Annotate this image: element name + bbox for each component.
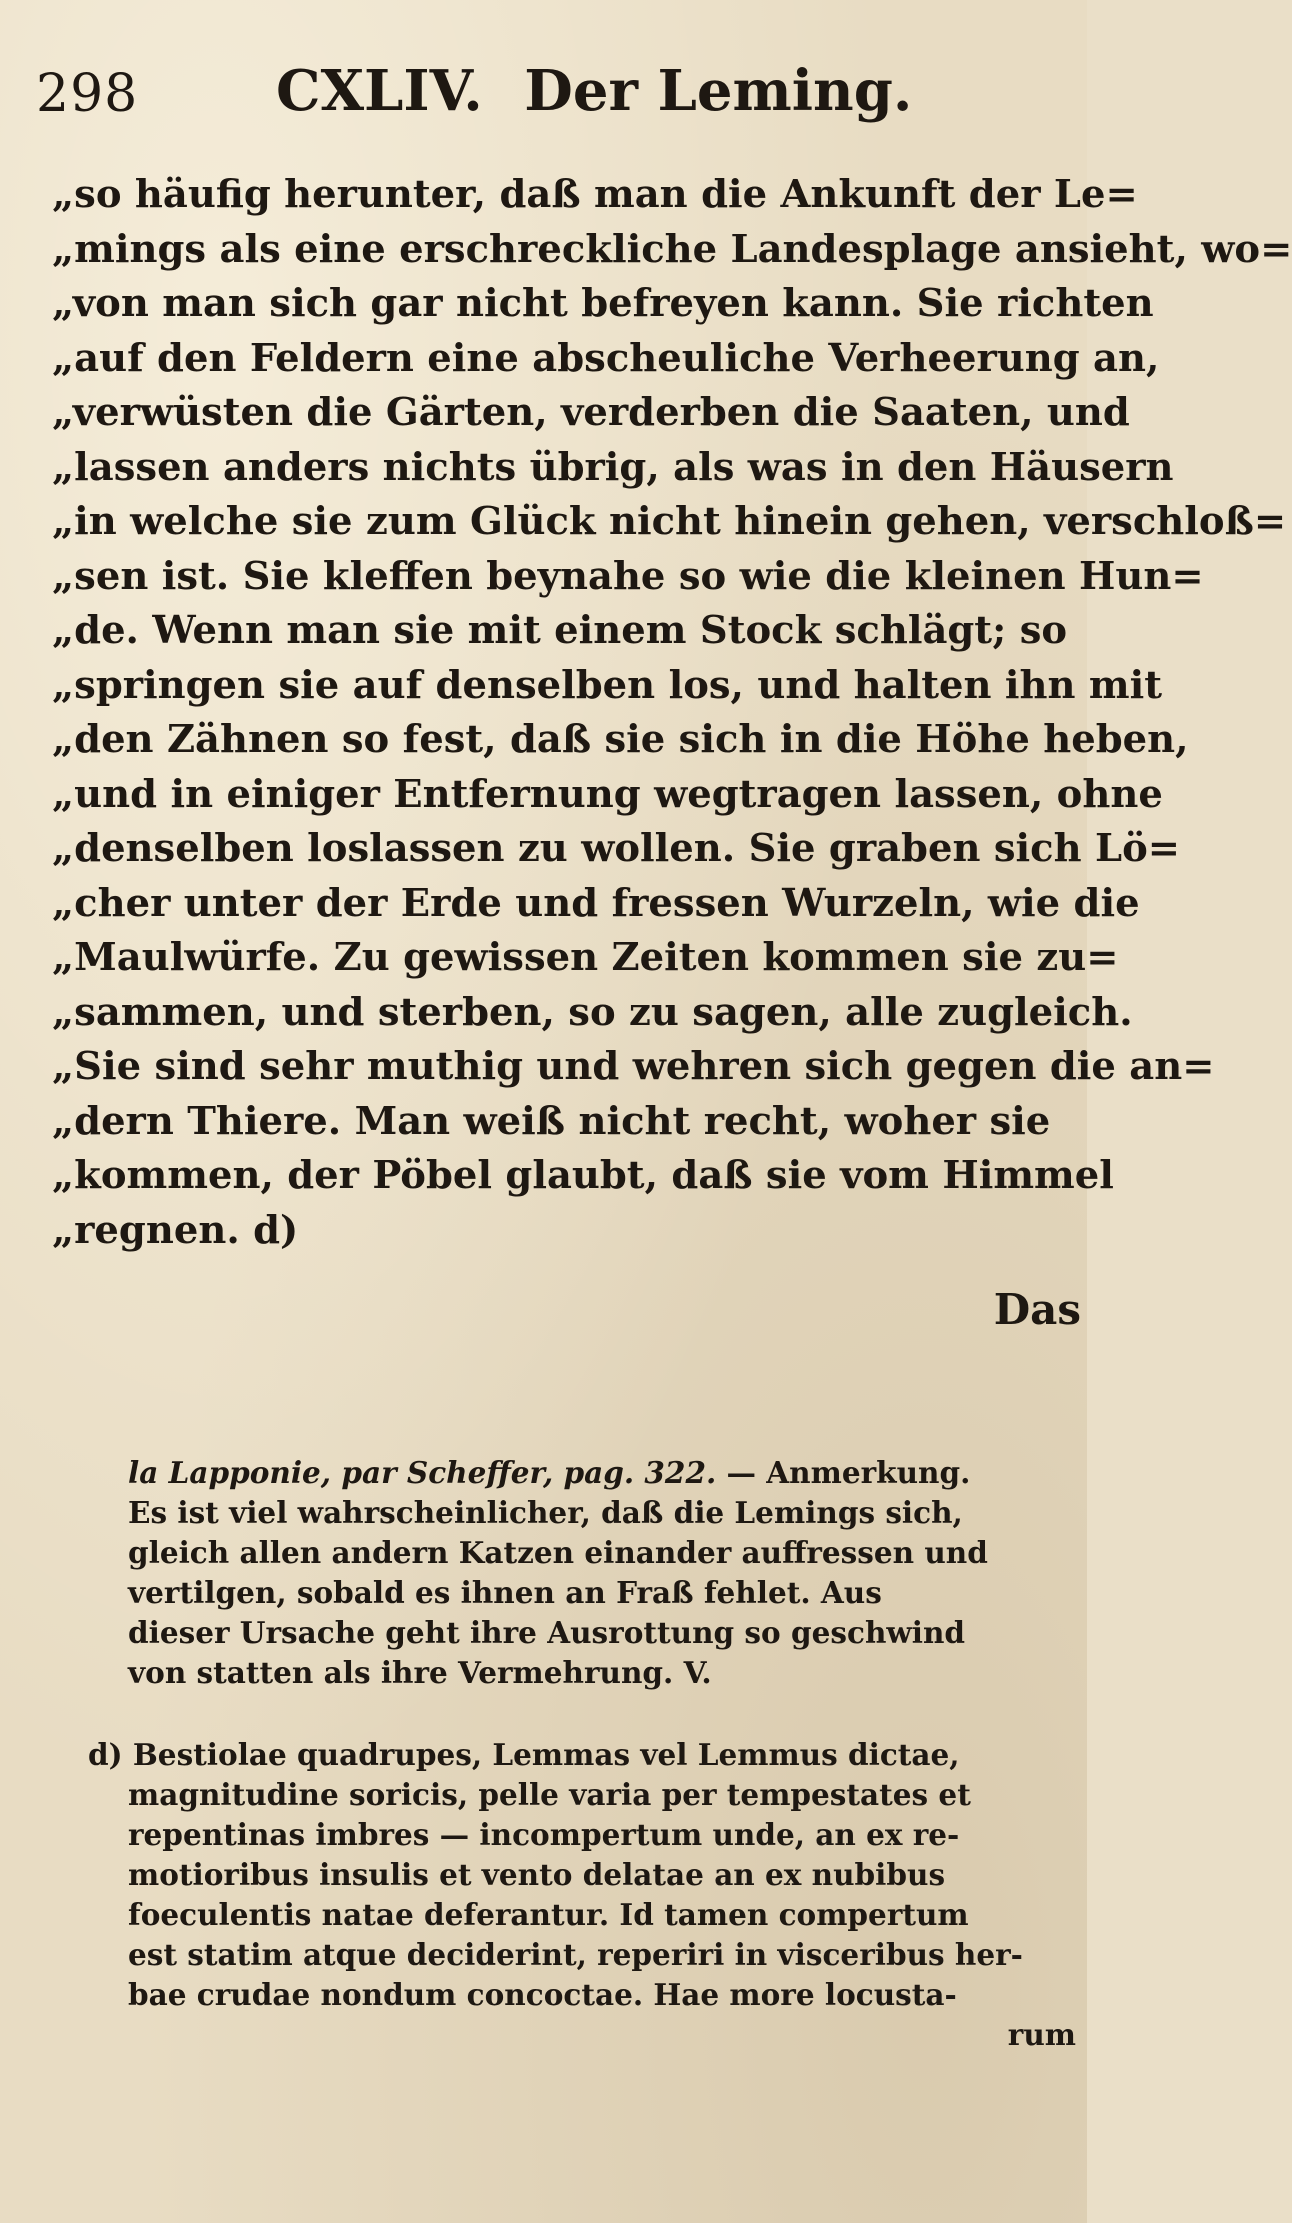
dash: — bbox=[716, 1455, 767, 1490]
footnote-line: bae crudae nondum concoctae. Hae more locusta- bbox=[128, 1977, 957, 2012]
citation: la Lapponie, par Scheffer, pag. 322. bbox=[128, 1455, 717, 1490]
footnote-d bbox=[88, 1735, 1078, 2055]
page-header bbox=[36, 58, 1046, 138]
footnote-line: Es ist viel wahrscheinlicher, daß die Lemings sich, bbox=[128, 1495, 963, 1530]
footnote-first-line: Bestiolae quadrupes, Lemmas vel Lemmus dictae, bbox=[132, 1737, 960, 1772]
footnote-line: magnitudine soricis, pelle varia per tempestates et bbox=[128, 1777, 971, 1812]
footnote-line: vertilgen, sobald es ihnen an Fraß fehlet. Aus bbox=[128, 1575, 882, 1610]
text-line: „sammen, und sterben, so zu sagen, alle zugleich. bbox=[52, 989, 1133, 1035]
chapter-name: Der Leming. bbox=[524, 58, 913, 124]
text-line: „so häufig herunter, daß man die Ankunft der Le= bbox=[52, 172, 1138, 217]
text-line: „auf den Feldern eine abscheuliche Verheerung an, bbox=[52, 335, 1160, 381]
catchword: Das bbox=[993, 1285, 1081, 1334]
page-number: 298 bbox=[36, 64, 139, 124]
footnote-continuation bbox=[128, 1453, 1078, 1693]
footnote-last-word: rum bbox=[1007, 2017, 1076, 2052]
text-line: „de. Wenn man sie mit einem Stock schlägt; so bbox=[52, 608, 1068, 653]
text-line: „mings als eine erschreckliche Landesplage ansieht, wo= bbox=[52, 226, 1292, 272]
text-line: „regnen. d) bbox=[52, 1207, 299, 1253]
text-line: „denselben loslassen zu wollen. Sie graben sich Lö= bbox=[52, 826, 1181, 871]
main-text bbox=[52, 168, 1292, 1258]
chapter-number: CXLIV. bbox=[276, 58, 483, 124]
footnote-line bbox=[88, 1735, 1078, 1775]
text-line: „sen ist. Sie kleffen beynahe so wie die kleinen Hun= bbox=[52, 553, 1204, 599]
text-line: „lassen anders nichts übrig, als was in den Häusern bbox=[52, 444, 1174, 490]
note-heading: Anmerkung. bbox=[766, 1455, 971, 1490]
text-line: „kommen, der Pöbel glaubt, daß sie vom Himmel bbox=[52, 1153, 1114, 1198]
footnote-line bbox=[128, 1453, 1078, 1493]
footnote-line: von statten als ihre Vermehrung. V. bbox=[128, 1655, 712, 1690]
text-line: „in welche sie zum Glück nicht hinein gehen, verschloß= bbox=[52, 499, 1287, 544]
text-line: „den Zähnen so fest, daß sie sich in die Höhe heben, bbox=[52, 717, 1189, 762]
text-line: „dern Thiere. Man weiß nicht recht, woher sie bbox=[52, 1098, 1051, 1144]
text-line: „cher unter der Erde und fressen Wurzeln, wie die bbox=[52, 880, 1140, 926]
text-line: „Maulwürfe. Zu gewissen Zeiten kommen sie zu= bbox=[52, 935, 1119, 980]
text-line: „verwüsten die Gärten, verderben die Saaten, und bbox=[52, 390, 1130, 435]
text-line: „springen sie auf denselben los, und halten ihn mit bbox=[52, 662, 1163, 708]
footnote-line: est statim atque deciderint, reperiri in visceribus her- bbox=[128, 1937, 1023, 1972]
footnote-line: repentinas imbres — incompertum unde, an ex re- bbox=[128, 1817, 960, 1852]
text-line: „Sie sind sehr muthig und wehren sich gegen die an= bbox=[52, 1044, 1215, 1089]
footnote-line: dieser Ursache geht ihre Ausrottung so geschwind bbox=[128, 1615, 966, 1650]
text-line: „und in einiger Entfernung wegtragen lassen, ohne bbox=[52, 771, 1163, 817]
text-line: „von man sich gar nicht befreyen kann. Sie richten bbox=[52, 281, 1154, 326]
footnote-marker: d) bbox=[88, 1737, 123, 1772]
footnote-line: motioribus insulis et vento delatae an ex nubibus bbox=[128, 1857, 946, 1892]
chapter-title bbox=[276, 58, 912, 124]
footnote-line: foeculentis natae deferantur. Id tamen compertum bbox=[128, 1897, 969, 1932]
footnote-line: gleich allen andern Katzen einander auffressen und bbox=[128, 1535, 988, 1570]
